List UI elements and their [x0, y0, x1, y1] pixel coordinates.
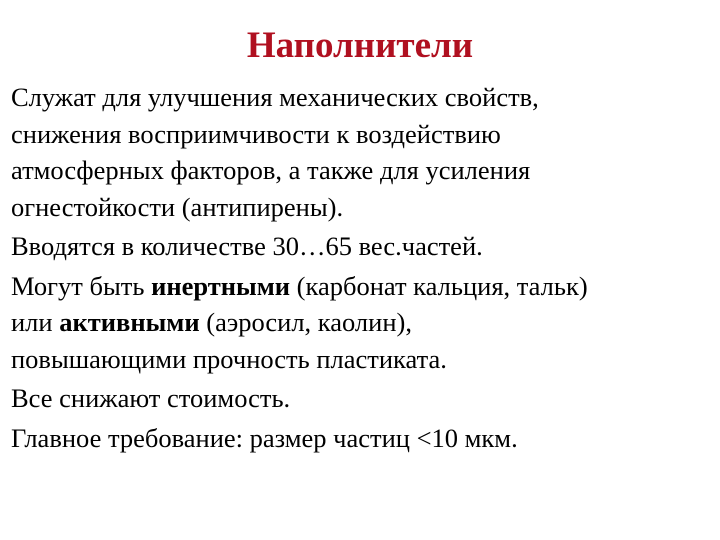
purpose-paragraph	[11, 79, 716, 225]
active-term: активными	[59, 307, 200, 337]
text-line: Служат для улучшения механических свойств,	[11, 82, 539, 112]
text-run: (аэросил, каолин),	[199, 307, 412, 337]
text-line: снижения восприимчивости к воздействию	[11, 118, 501, 149]
text-line	[11, 268, 716, 305]
text-run: (карбонат кальция, тальк)	[290, 270, 588, 301]
requirement-paragraph	[11, 420, 716, 457]
text-line: повышающими прочность пластиката.	[11, 343, 447, 374]
quantity-paragraph	[11, 228, 716, 265]
text-line: Вводятся в количестве 30…65 вес.частей.	[11, 231, 483, 261]
text-run: Могут быть	[11, 270, 152, 301]
text-run: или	[11, 307, 60, 337]
text-line: атмосферных факторов, а также для усиления	[11, 155, 531, 185]
types-paragraph	[11, 268, 716, 378]
text-line: Все снижают стоимость.	[11, 383, 291, 413]
text-line: огнестойкости (антипирены).	[11, 191, 344, 222]
cost-paragraph	[11, 380, 716, 417]
slide-title: Наполнители	[246, 25, 474, 66]
slide-body	[11, 79, 716, 456]
text-line	[11, 304, 716, 341]
text-line: Главное требование: размер частиц <10 мкм.	[11, 422, 518, 453]
inert-term: инертными	[151, 270, 291, 301]
